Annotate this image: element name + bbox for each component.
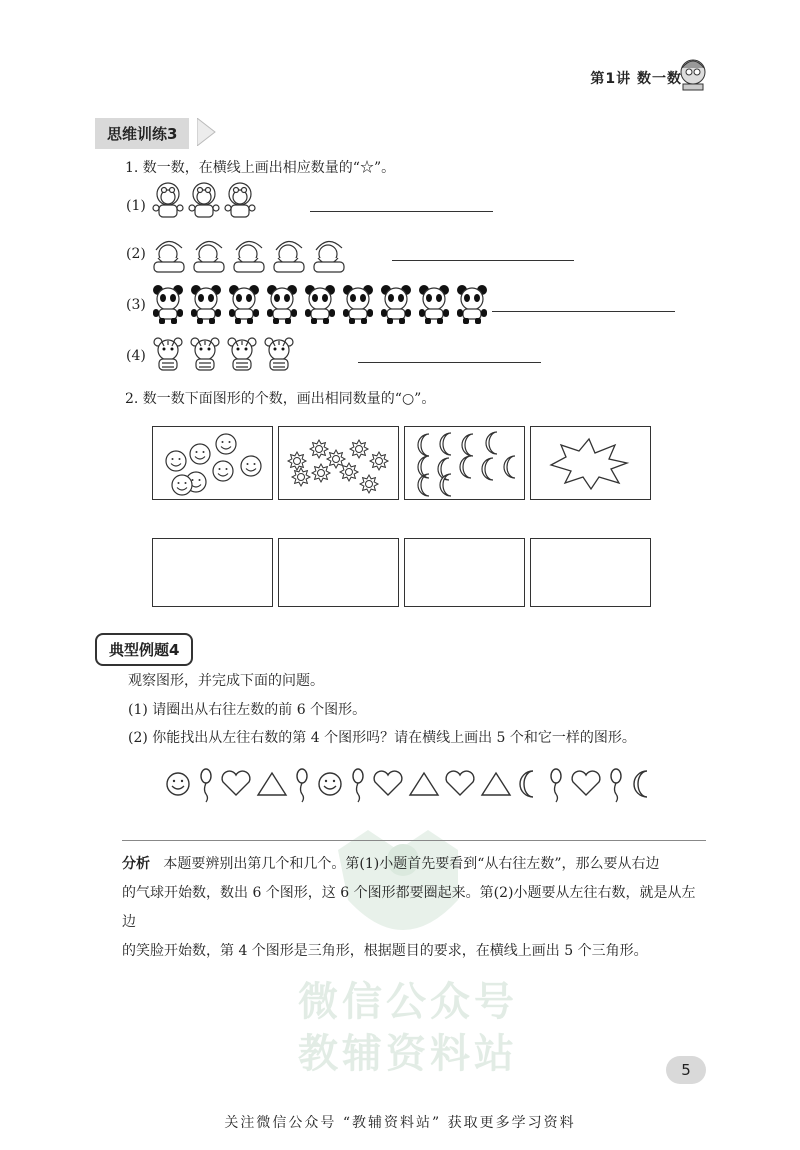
picture-box-moons <box>404 426 525 500</box>
santa-icon <box>314 241 344 272</box>
heart-icon <box>374 771 402 795</box>
explosion-icon <box>531 427 650 499</box>
item-label-1: (1) <box>126 198 146 214</box>
doraemon-icon <box>189 183 219 217</box>
analysis-line-2: 的气球开始数，数出 6 个图形，这 6 个图形都要圈起来。第(2)小题要从左往右数，就是从左边 <box>122 885 696 930</box>
smiley-icon <box>172 475 192 495</box>
watermark-line-2: 教辅资料站 <box>298 1031 518 1077</box>
shape-sequence <box>160 764 650 804</box>
balloon-icon <box>551 769 561 802</box>
item-label-3: (3) <box>126 297 146 313</box>
sun-icon <box>350 440 368 458</box>
answer-line-1[interactable] <box>310 211 493 212</box>
chapter-title: 第1讲 数一数 <box>590 71 682 87</box>
doraemon-icon <box>225 183 255 217</box>
balloon-icon <box>353 769 363 802</box>
tiger-icon <box>191 338 219 370</box>
answer-box-2[interactable] <box>278 538 399 607</box>
smiley-group <box>153 427 272 499</box>
santa-icon <box>154 241 184 272</box>
picture-box-explosion <box>530 426 651 500</box>
panda-row <box>150 282 492 332</box>
analysis-block <box>122 850 702 966</box>
santa-icon <box>194 241 224 272</box>
moon-icon <box>520 771 533 797</box>
moon-icon <box>504 456 515 478</box>
sun-icon <box>292 468 310 486</box>
santa-row <box>150 234 350 278</box>
analysis-line-3: 的笑脸开始数，第 4 个图形是三角形，根据题目的要求，在横线上画出 5 个三角形。 <box>122 943 648 959</box>
heart-icon <box>222 771 250 795</box>
smiley-icon <box>241 456 261 476</box>
panda-icon <box>229 285 259 324</box>
tiger-icon <box>228 338 256 370</box>
doraemon-icon <box>153 183 183 217</box>
tiger-figures <box>150 336 298 376</box>
smiley-icon <box>190 444 210 464</box>
example-part-1: (1) 请圈出从右往左数的前 6 个图形。 <box>128 702 367 718</box>
sun-icon <box>288 452 306 470</box>
panda-icon <box>419 285 449 324</box>
moon-group <box>405 427 524 499</box>
answer-line-2[interactable] <box>392 260 574 261</box>
moon-icon <box>418 434 429 456</box>
divider <box>122 840 706 841</box>
moon-icon <box>486 432 497 454</box>
doraemon-row <box>150 180 258 228</box>
moon-icon <box>634 771 647 797</box>
santa-figures <box>150 234 350 274</box>
section-tag-training: 思维训练3 <box>95 118 189 149</box>
panda-icon <box>267 285 297 324</box>
sun-group <box>279 427 398 499</box>
panda-icon <box>153 285 183 324</box>
example-intro: 观察图形，并完成下面的问题。 <box>128 673 324 689</box>
picture-box-smileys <box>152 426 273 500</box>
smiley-icon <box>167 773 189 795</box>
heart-icon <box>572 771 600 795</box>
triangle-icon <box>482 773 510 795</box>
moon-icon <box>440 433 451 455</box>
answer-line-4[interactable] <box>358 362 541 363</box>
moon-icon <box>460 456 471 478</box>
analysis-label: 分析 <box>122 856 150 872</box>
smiley-icon <box>166 451 186 471</box>
item-label-2: (2) <box>126 246 146 262</box>
panda-icon <box>305 285 335 324</box>
balloon-icon <box>611 769 621 802</box>
panda-icon <box>457 285 487 324</box>
question-2: 2. 数一数下面图形的个数，画出相同数量的“○”。 <box>125 391 436 407</box>
answer-box-4[interactable] <box>530 538 651 607</box>
triangle-icon <box>258 773 286 795</box>
sun-icon <box>310 440 328 458</box>
santa-icon <box>274 241 304 272</box>
sun-icon <box>370 452 388 470</box>
picture-box-suns <box>278 426 399 500</box>
answer-line-3[interactable] <box>492 311 675 312</box>
tiger-row <box>150 336 298 380</box>
page-number: 5 <box>666 1056 706 1084</box>
smiley-icon <box>319 773 341 795</box>
sun-icon <box>340 463 358 481</box>
triangle-icon <box>410 773 438 795</box>
item-label-4: (4) <box>126 348 146 364</box>
smiley-icon <box>213 461 233 481</box>
footer-note: 关注微信公众号 “教辅资料站” 获取更多学习资料 <box>224 1115 576 1131</box>
panda-icon <box>343 285 373 324</box>
section-tag-example: 典型例题4 <box>95 633 193 666</box>
analysis-line-1: 本题要辨别出第几个和几个。第(1)小题首先要看到“从右往左数”，那么要从右边 <box>163 856 660 872</box>
sun-icon <box>360 475 378 493</box>
tiger-icon <box>154 338 182 370</box>
panda-icon <box>191 285 221 324</box>
tiger-icon <box>265 338 293 370</box>
answer-box-3[interactable] <box>404 538 525 607</box>
moon-icon <box>482 458 493 480</box>
heart-icon <box>446 771 474 795</box>
watermark-line-1: 微信公众号 <box>298 979 518 1025</box>
santa-icon <box>234 241 264 272</box>
doraemon-figures <box>150 180 258 224</box>
moon-icon <box>462 434 473 456</box>
sun-icon <box>312 464 330 482</box>
balloon-icon <box>201 769 211 802</box>
example-part-2: (2) 你能找出从左往右数的第 4 个图形吗？请在横线上画出 5 个和它一样的图形。 <box>128 730 636 746</box>
balloon-icon <box>297 769 307 802</box>
panda-icon <box>381 285 411 324</box>
tag-arrow-icon <box>197 118 217 146</box>
cartoon-avatar-icon <box>678 56 708 92</box>
question-1: 1. 数一数，在横线上画出相应数量的“☆”。 <box>125 160 396 176</box>
smiley-icon <box>216 434 236 454</box>
panda-figures <box>150 282 492 328</box>
answer-box-1[interactable] <box>152 538 273 607</box>
